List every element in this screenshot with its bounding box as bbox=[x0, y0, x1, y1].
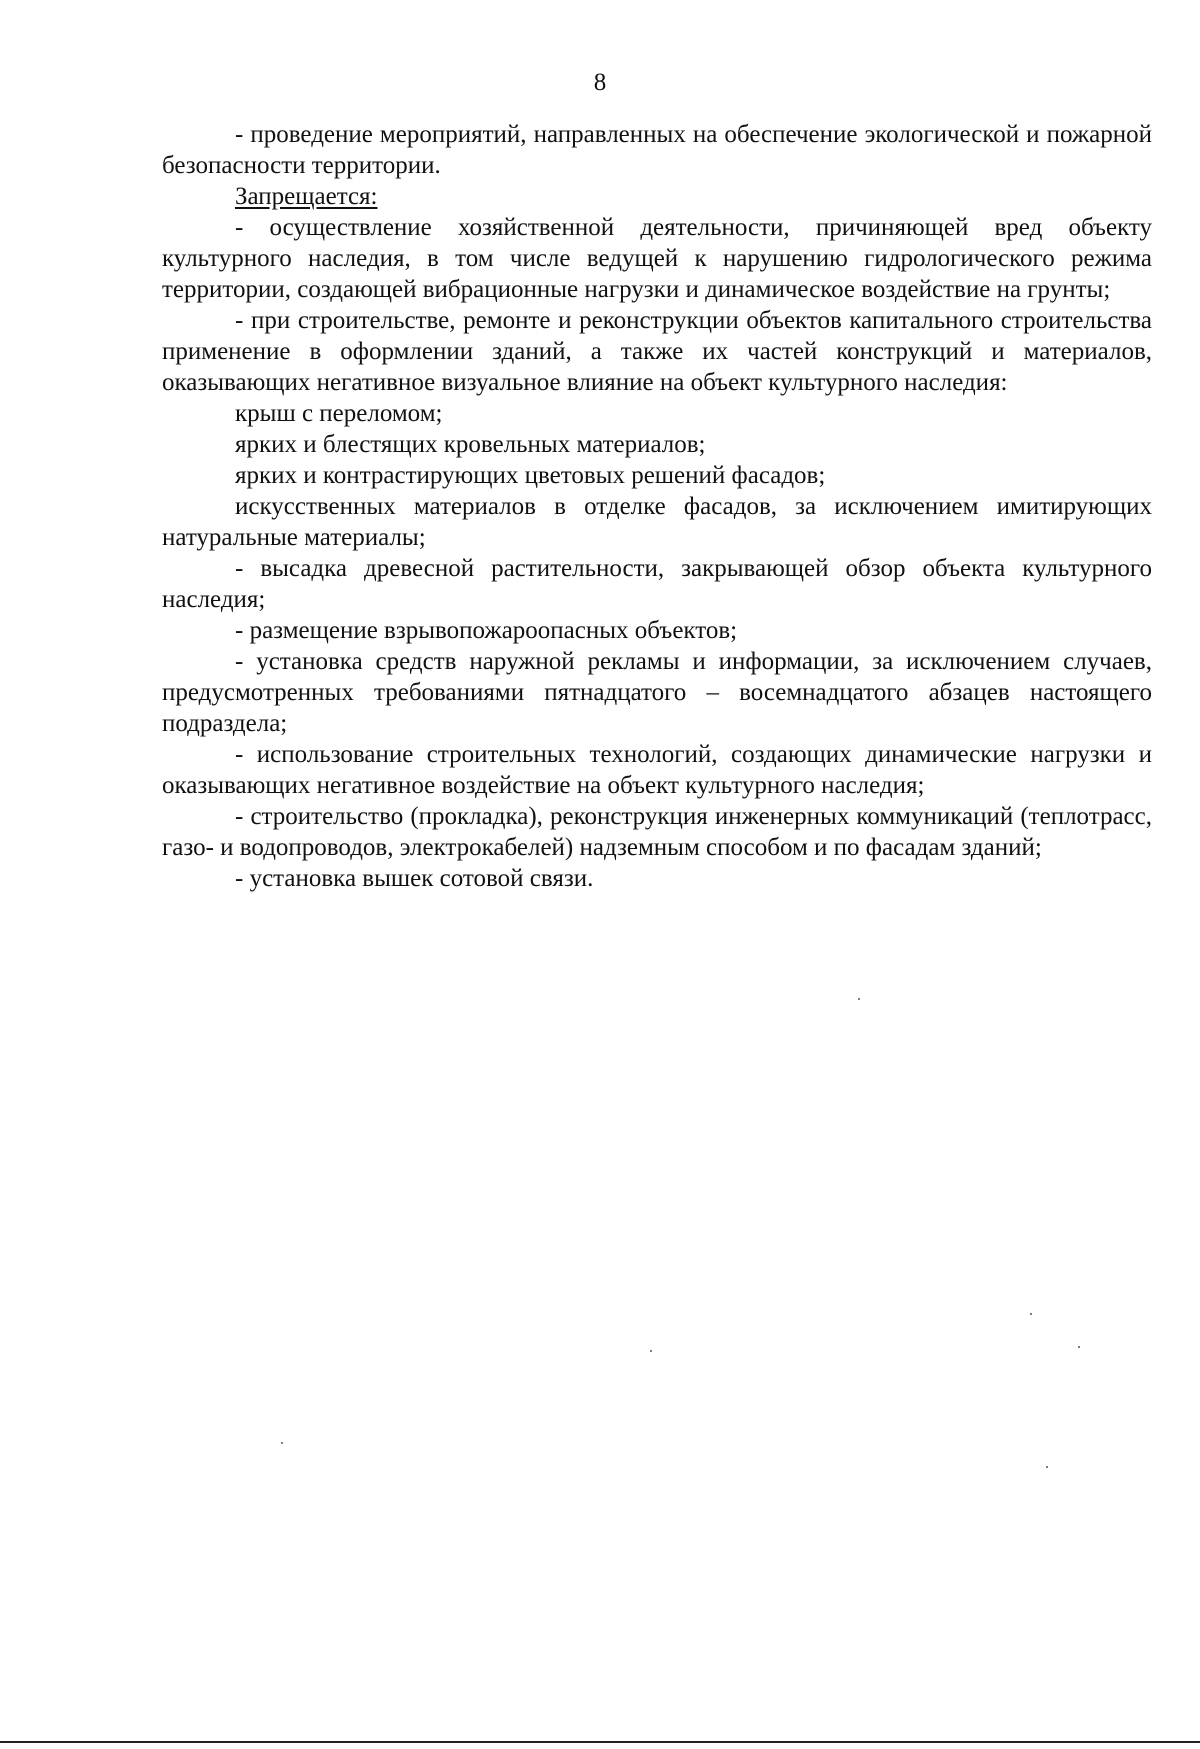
bottom-scan-edge bbox=[0, 1741, 1200, 1743]
list-item-shiny-roofing: ярких и блестящих кровельных материалов; bbox=[235, 431, 706, 458]
section-heading-prohibited bbox=[162, 181, 1152, 212]
paragraph-construction-technologies: - использование строительных технологий, создающих динамические нагрузки и оказывающих негативное воздействие на объект культурного наследия; bbox=[162, 741, 1152, 799]
scan-speck bbox=[1078, 1346, 1080, 1348]
list-item-artificial-materials: искусственных материалов в отделке фасадов, за исключением имитирующих натуральные материалы; bbox=[162, 493, 1152, 551]
paragraph-construction-materials: - при строительстве, ремонте и реконструкции объектов капитального строительства применение в оформлении зданий, а также их частей конструкций и материалов, оказывающих негативное визуальное влияние на объект культурного наследия: bbox=[162, 307, 1152, 396]
paragraph-cell-towers: - установка вышек сотовой связи. bbox=[235, 865, 594, 892]
paragraph-engineering-networks: - строительство (прокладка), реконструкция инженерных коммуникаций (теплотрасс, газо- и водопроводов, электрокабелей) надземным способом и по фасадам зданий; bbox=[162, 803, 1152, 861]
scan-speck bbox=[281, 1442, 283, 1444]
paragraph-hazardous-objects: - размещение взрывопожароопасных объектов; bbox=[235, 617, 738, 644]
paragraph-safety-measures: - проведение мероприятий, направленных на обеспечение экологической и пожарной безопасности территории. bbox=[162, 121, 1152, 179]
scan-speck bbox=[1030, 1313, 1032, 1315]
page-number: 8 bbox=[593, 69, 607, 96]
paragraph-tree-planting: - высадка древесной растительности, закрывающей обзор объекта культурного наследия; bbox=[162, 555, 1152, 613]
scan-speck bbox=[1046, 1466, 1048, 1468]
scan-speck bbox=[858, 998, 860, 1000]
scan-speck bbox=[650, 1350, 652, 1352]
document-body bbox=[162, 119, 1152, 894]
list-item-broken-roofs: крыш с переломом; bbox=[235, 400, 443, 427]
section-heading-label: Запрещается: bbox=[235, 183, 378, 210]
paragraph-economic-activity: - осуществление хозяйственной деятельности, причиняющей вред объекту культурного наследия, в том числе ведущей к нарушению гидрологического режима территории, создающей вибрационные нагрузки и динамическое воздействие на грунты; bbox=[162, 214, 1152, 303]
list-item-contrasting-facades: ярких и контрастирующих цветовых решений фасадов; bbox=[235, 462, 826, 489]
paragraph-advertising: - установка средств наружной рекламы и информации, за исключением случаев, предусмотренных требованиями пятнадцатого – восемнадцатого абзацев настоящего подраздела; bbox=[162, 648, 1152, 737]
